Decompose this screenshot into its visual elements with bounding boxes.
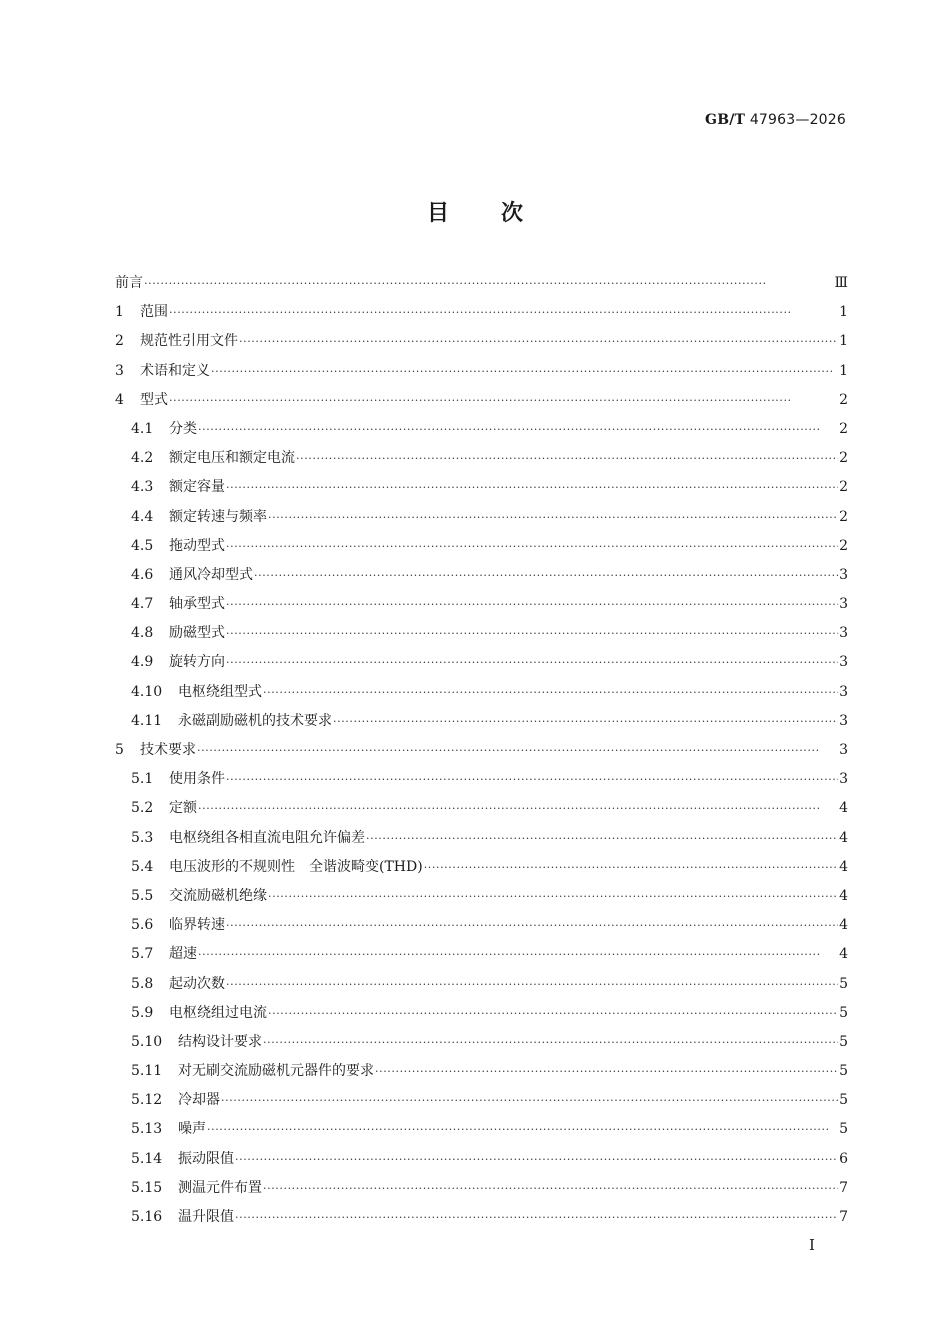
toc-entry[interactable] [115, 911, 848, 940]
toc-entry-label: 额定电压和额定电流 [169, 450, 295, 467]
toc-entry-label: 技术要求 [140, 742, 196, 758]
toc-entry[interactable] [115, 561, 848, 590]
toc-leader-dots [226, 590, 838, 619]
toc-entry[interactable] [115, 619, 848, 648]
toc-leader-dots [235, 1203, 838, 1232]
toc-entry-page: 3 [839, 683, 848, 700]
toc-entry-label: 通风冷却型式 [169, 566, 253, 583]
toc-leader-dots [263, 1174, 838, 1203]
toc-entry-page: 5 [839, 1004, 848, 1021]
toc-entry-page: 2 [839, 391, 848, 408]
toc-entry-label: 使用条件 [169, 771, 225, 788]
toc-entry[interactable] [115, 503, 848, 532]
toc-entry[interactable] [115, 444, 848, 473]
toc-entry-page: 4 [839, 800, 848, 817]
toc-entry-page: 3 [839, 771, 848, 788]
toc-entry-page: 3 [839, 654, 848, 671]
toc-entry-number: 4.9 [131, 654, 154, 671]
toc-leader-dots [296, 444, 838, 473]
toc-leader-dots [263, 678, 838, 707]
toc-entry[interactable] [115, 999, 848, 1028]
toc-entry-page: 6 [839, 1150, 848, 1167]
toc-leader-dots [226, 970, 838, 999]
toc-entry-label: 额定转速与频率 [169, 508, 267, 525]
toc-entry-number: 5.13 [131, 1121, 163, 1138]
toc-leader-dots [226, 648, 838, 677]
toc-entry-number: 5.3 [131, 829, 154, 846]
toc-entry-label: 电压波形的不规则性 全谐波畸变(THD) [169, 858, 423, 875]
toc-entry[interactable] [115, 1145, 848, 1174]
toc-entry[interactable] [115, 1115, 848, 1144]
toc-entry-label: 电枢绕组型式 [178, 683, 262, 700]
page-title [0, 196, 950, 227]
toc-entry-number: 5.11 [131, 1063, 163, 1080]
toc-entry-number: 4.7 [131, 596, 154, 613]
toc-entry-page: 1 [839, 333, 848, 350]
toc-entry-label: 超速 [169, 946, 197, 963]
toc-leader-dots [226, 473, 838, 502]
toc-entry[interactable] [115, 1174, 848, 1203]
toc-entry[interactable] [115, 269, 848, 298]
toc-entry-label: 交流励磁机绝缘 [169, 887, 267, 904]
toc-entry[interactable] [115, 1086, 848, 1115]
toc-entry-number: 5.1 [131, 771, 154, 788]
toc-leader-dots [198, 415, 838, 444]
toc-entry[interactable] [115, 940, 848, 969]
toc-entry[interactable] [115, 532, 848, 561]
toc-leader-dots [333, 707, 838, 736]
page-number: I [809, 1236, 815, 1254]
toc-entry-page: 5 [839, 1033, 848, 1050]
toc-leader-dots [169, 298, 838, 327]
toc-entry[interactable] [115, 707, 848, 736]
toc-entry-label: 励磁型式 [169, 625, 225, 642]
toc-entry-page: 7 [839, 1209, 848, 1225]
toc-entry-label: 起动次数 [169, 975, 225, 992]
toc-entry-label: 结构设计要求 [178, 1033, 262, 1050]
toc-entry-label: 对无刷交流励磁机元器件的要求 [178, 1063, 374, 1080]
toc-leader-dots [239, 327, 838, 356]
toc-entry-number: 3 [115, 362, 124, 379]
toc-entry-number: 4.3 [131, 479, 154, 496]
toc-entry[interactable] [115, 765, 848, 794]
toc-entry-page: 3 [839, 625, 848, 642]
toc-entry-number: 5.15 [131, 1179, 163, 1196]
toc-entry-label: 规范性引用文件 [140, 333, 238, 350]
toc-entry[interactable] [115, 678, 848, 707]
toc-entry-page: 5 [839, 975, 848, 992]
toc-entry-page: 4 [839, 829, 848, 846]
toc-entry-label: 定额 [169, 800, 197, 817]
toc-leader-dots [221, 1086, 838, 1115]
toc-entry[interactable] [115, 1057, 848, 1086]
toc-entry-label: 永磁副励磁机的技术要求 [178, 712, 332, 729]
toc-entry-label: 额定容量 [169, 479, 225, 496]
standard-prefix: GB/T [705, 112, 746, 128]
toc-entry-page: 3 [839, 742, 848, 758]
toc-leader-dots [226, 911, 838, 940]
toc-entry-number: 2 [115, 333, 124, 350]
toc-leader-dots [197, 736, 838, 765]
toc-entry-page: 7 [839, 1179, 848, 1196]
toc-entry-label: 电枢绕组各相直流电阻允许偏差 [169, 829, 365, 846]
toc-entry-number: 4 [115, 391, 124, 408]
toc-entry[interactable] [115, 794, 848, 823]
toc-entry-label: 范围 [140, 304, 168, 321]
toc-entry-page: 4 [839, 917, 848, 934]
toc-entry-number: 5.5 [131, 887, 154, 904]
standard-number: 47963—2026 [749, 112, 846, 128]
toc-entry-page: 3 [839, 712, 848, 729]
toc-entry[interactable] [115, 357, 848, 386]
toc-entry-number: 4.11 [131, 712, 163, 729]
toc-entry-number: 5.8 [131, 975, 154, 992]
toc-entry-page: 5 [839, 1121, 848, 1138]
toc-entry-page: 4 [839, 946, 848, 963]
toc-entry[interactable] [115, 298, 848, 327]
toc-entry-number: 5.9 [131, 1004, 154, 1021]
standard-code [705, 112, 846, 128]
toc-entry-page: 2 [839, 420, 848, 437]
toc-entry-label: 分类 [169, 420, 197, 437]
toc-leader-dots [207, 1115, 838, 1144]
toc-entry-number: 5.7 [131, 946, 154, 963]
toc-entry[interactable] [115, 853, 848, 882]
toc-leader-dots [226, 619, 838, 648]
toc-entry-number: 4.2 [131, 450, 154, 467]
toc-entry[interactable] [115, 590, 848, 619]
toc-leader-dots [226, 765, 838, 794]
toc-leader-dots [268, 999, 838, 1028]
title-char-1: 目 [426, 201, 449, 226]
title-char-2: 次 [501, 201, 524, 226]
toc-entry-label: 术语和定义 [140, 362, 210, 379]
toc-leader-dots [254, 561, 838, 590]
toc-entry[interactable] [115, 386, 848, 415]
toc-entry-number: 5.16 [131, 1209, 163, 1225]
toc-entry[interactable] [115, 882, 848, 911]
toc-leader-dots [366, 824, 838, 853]
toc-entry-page: 1 [839, 362, 848, 379]
toc-entry-page: 5 [839, 1063, 848, 1080]
toc-entry[interactable] [115, 415, 848, 444]
toc-entry-label: 临界转速 [169, 917, 225, 934]
toc-leader-dots [144, 269, 833, 298]
toc-entry-number: 4.8 [131, 625, 154, 642]
toc-entry[interactable] [115, 824, 848, 853]
toc-entry-number: 5.12 [131, 1092, 163, 1109]
toc-entry[interactable] [115, 648, 848, 677]
table-of-contents [115, 269, 848, 1232]
toc-entry-page: 1 [839, 304, 848, 321]
toc-entry-label: 拖动型式 [169, 537, 225, 554]
toc-entry-label: 冷却器 [178, 1092, 220, 1109]
toc-entry-page: 2 [839, 479, 848, 496]
toc-leader-dots [169, 386, 838, 415]
toc-entry-number: 5 [115, 742, 124, 758]
toc-entry-number: 4.4 [131, 508, 154, 525]
toc-entry-label: 型式 [140, 391, 168, 408]
toc-leader-dots [198, 940, 838, 969]
toc-entry[interactable] [115, 1203, 848, 1232]
toc-leader-dots [263, 1028, 838, 1057]
toc-entry-page: 5 [839, 1092, 848, 1109]
toc-entry-number: 4.10 [131, 683, 163, 700]
toc-entry[interactable] [115, 1028, 848, 1057]
toc-leader-dots [226, 532, 838, 561]
toc-entry[interactable] [115, 736, 848, 765]
toc-entry-page: 4 [839, 887, 848, 904]
toc-entry-label: 振动限值 [178, 1150, 234, 1167]
toc-entry-page: 3 [839, 596, 848, 613]
toc-leader-dots [375, 1057, 838, 1086]
toc-entry[interactable] [115, 327, 848, 356]
toc-entry[interactable] [115, 473, 848, 502]
toc-leader-dots [424, 853, 838, 882]
toc-entry-label: 测温元件布置 [178, 1179, 262, 1196]
toc-entry[interactable] [115, 970, 848, 999]
toc-entry-number: 4.5 [131, 537, 154, 554]
toc-entry-page: Ⅲ [834, 275, 848, 291]
toc-entry-page: 2 [839, 537, 848, 554]
toc-entry-number: 4.1 [131, 420, 154, 437]
toc-entry-page: 2 [839, 450, 848, 467]
toc-leader-dots [198, 794, 838, 823]
toc-leader-dots [268, 882, 838, 911]
toc-leader-dots [235, 1145, 838, 1174]
toc-entry-label: 前言 [115, 275, 143, 291]
toc-entry-number: 5.4 [131, 858, 154, 875]
toc-entry-page: 3 [839, 566, 848, 583]
toc-entry-number: 5.2 [131, 800, 154, 817]
toc-entry-label: 电枢绕组过电流 [169, 1004, 267, 1021]
toc-entry-number: 5.14 [131, 1150, 163, 1167]
toc-entry-label: 噪声 [178, 1121, 206, 1138]
toc-entry-number: 5.10 [131, 1033, 163, 1050]
toc-entry-number: 4.6 [131, 566, 154, 583]
toc-entry-page: 4 [839, 858, 848, 875]
toc-entry-label: 温升限值 [178, 1209, 234, 1225]
toc-entry-label: 旋转方向 [169, 654, 225, 671]
toc-entry-number: 1 [115, 304, 124, 321]
toc-leader-dots [211, 357, 838, 386]
toc-entry-page: 2 [839, 508, 848, 525]
toc-entry-number: 5.6 [131, 917, 154, 934]
toc-leader-dots [268, 503, 838, 532]
toc-entry-label: 轴承型式 [169, 596, 225, 613]
